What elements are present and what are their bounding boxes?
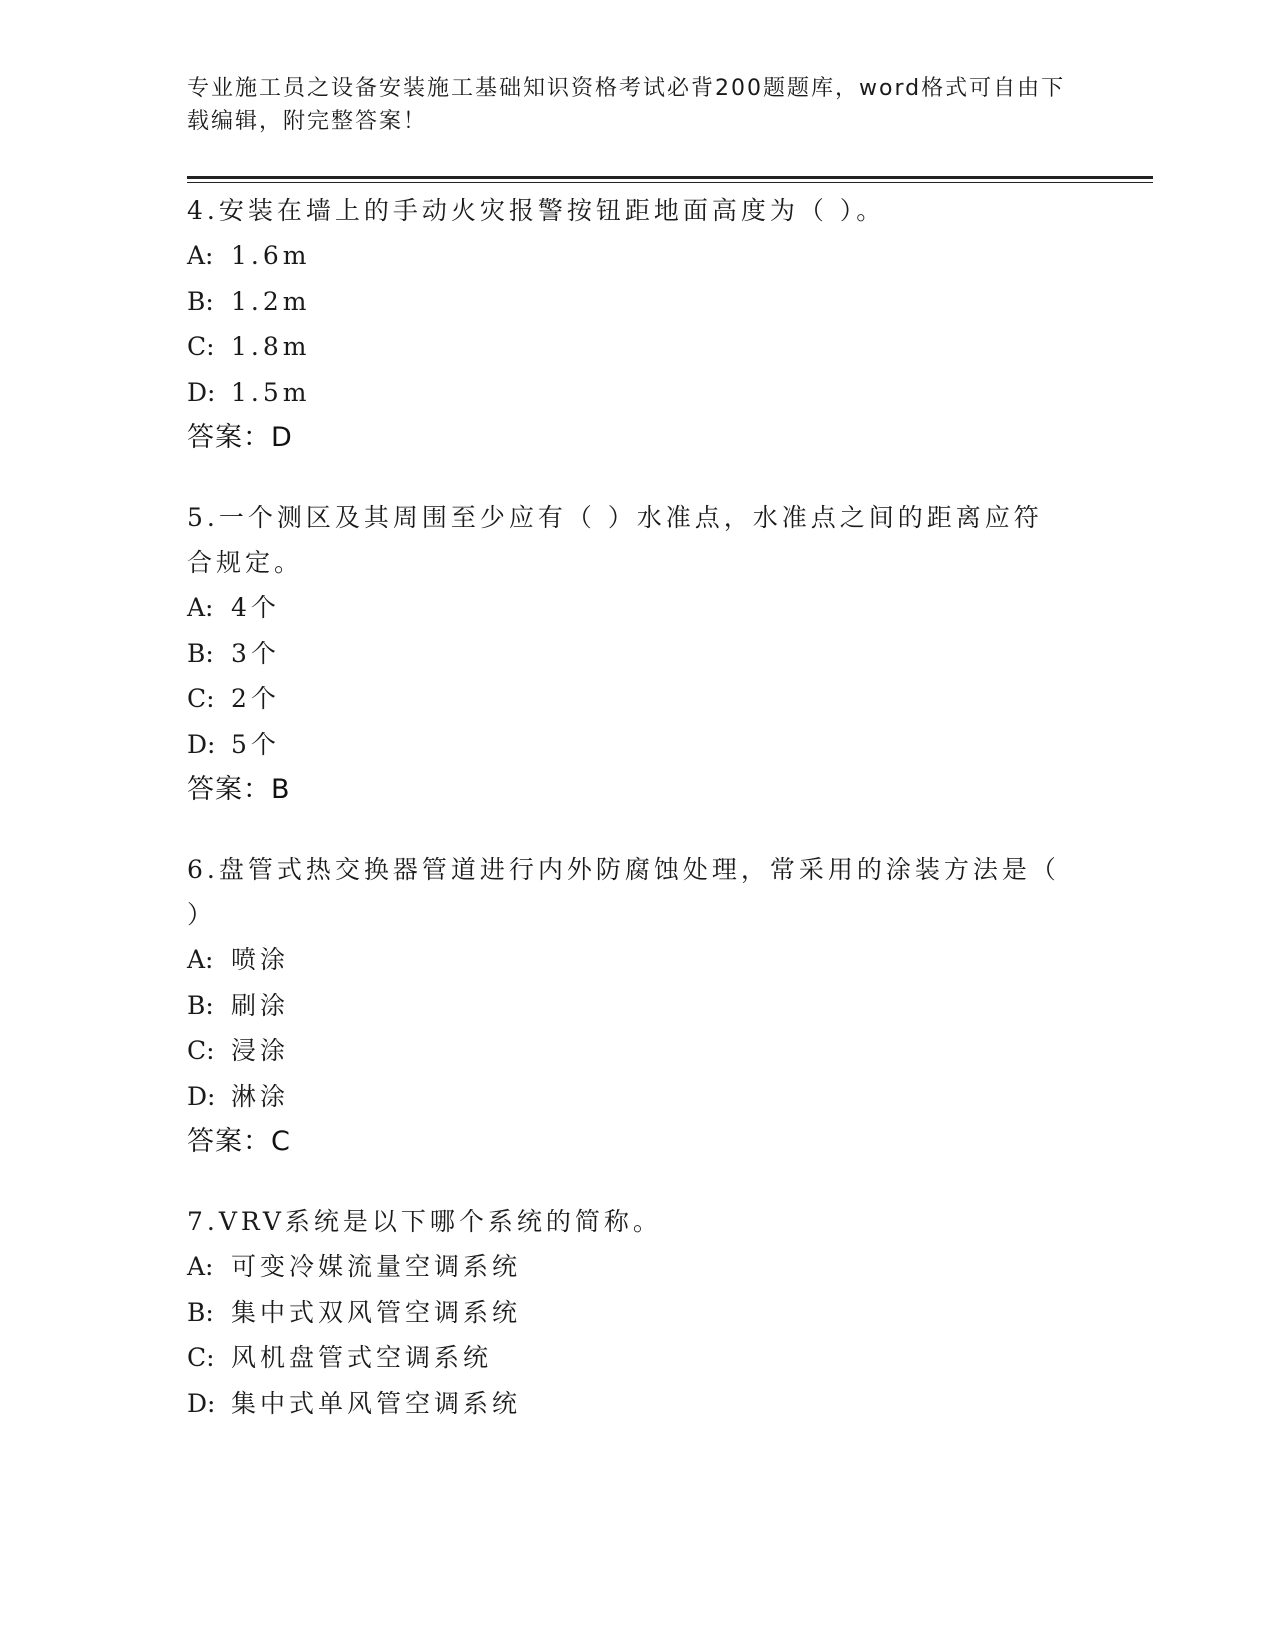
option-letter: B:	[187, 638, 214, 668]
option-d	[187, 722, 1087, 768]
question-4	[187, 188, 1087, 461]
option-b	[187, 1290, 1087, 1336]
option-text: 可变冷媒流量空调系统	[231, 1252, 522, 1281]
option-letter: A:	[187, 241, 214, 270]
question-7	[187, 1199, 1087, 1426]
option-letter: C:	[187, 684, 215, 713]
option-text: 集中式单风管空调系统	[231, 1388, 522, 1418]
option-letter: C:	[187, 1343, 215, 1372]
option-letter: A:	[187, 945, 214, 974]
option-b	[187, 631, 1087, 677]
option-letter: C:	[187, 1036, 215, 1065]
option-d	[187, 1074, 1087, 1120]
question-stem: 6.盘管式热交换器管道进行内外防腐蚀处理，常采用的涂装方法是（ ）	[187, 855, 1060, 929]
option-c	[187, 324, 1087, 370]
option-a	[187, 1244, 1087, 1290]
option-letter: A:	[187, 593, 214, 622]
option-text: 1.5m	[231, 377, 311, 407]
option-c	[187, 1028, 1087, 1074]
header-rule-thick	[187, 176, 1153, 179]
option-text: 1.2m	[231, 286, 311, 316]
option-text: 风机盘管式空调系统	[231, 1343, 493, 1372]
option-text: 3个	[231, 638, 280, 668]
question-stem: 4.安装在墙上的手动火灾报警按钮距地面高度为（ ）。	[187, 196, 886, 225]
option-c	[187, 1335, 1087, 1381]
option-a	[187, 233, 1087, 279]
answer-line: 答案：C	[187, 1126, 291, 1157]
option-text: 5个	[231, 729, 280, 759]
option-text: 集中式双风管空调系统	[231, 1297, 522, 1327]
question-stem: 7.VRV系统是以下哪个系统的简称。	[187, 1207, 662, 1236]
option-a	[187, 585, 1087, 631]
option-letter: D:	[187, 1081, 216, 1111]
option-text: 淋涂	[231, 1081, 290, 1111]
question-5	[187, 495, 1087, 813]
option-d	[187, 370, 1087, 416]
option-c	[187, 676, 1087, 722]
option-text: 1.8m	[231, 332, 311, 361]
option-a	[187, 937, 1087, 983]
option-letter: B:	[187, 990, 214, 1020]
option-text: 1.6m	[231, 241, 311, 270]
option-letter: D:	[187, 729, 216, 759]
answer-line: 答案：B	[187, 774, 291, 805]
question-list	[187, 188, 1087, 1460]
document-title: 专业施工员之设备安装施工基础知识资格考试必背200题题库，word格式可自由下载编辑，附完整答案！	[187, 76, 1066, 134]
question-stem: 5.一个测区及其周围至少应有（ ）水准点，水准点之间的距离应符合规定。	[187, 503, 1043, 577]
option-text: 4个	[231, 593, 280, 622]
option-letter: B:	[187, 286, 214, 316]
option-text: 2个	[231, 684, 280, 713]
option-letter: D:	[187, 1388, 216, 1418]
header-rule-thin	[187, 182, 1153, 183]
option-letter: B:	[187, 1297, 214, 1327]
option-b	[187, 279, 1087, 325]
option-letter: D:	[187, 377, 216, 407]
option-text: 刷涂	[231, 990, 290, 1020]
option-letter: A:	[187, 1252, 214, 1281]
question-6	[187, 847, 1087, 1165]
answer-line: 答案：D	[187, 422, 293, 453]
option-d	[187, 1381, 1087, 1427]
option-b	[187, 983, 1087, 1029]
option-letter: C:	[187, 332, 215, 361]
option-text: 浸涂	[231, 1036, 290, 1065]
option-text: 喷涂	[231, 945, 290, 974]
